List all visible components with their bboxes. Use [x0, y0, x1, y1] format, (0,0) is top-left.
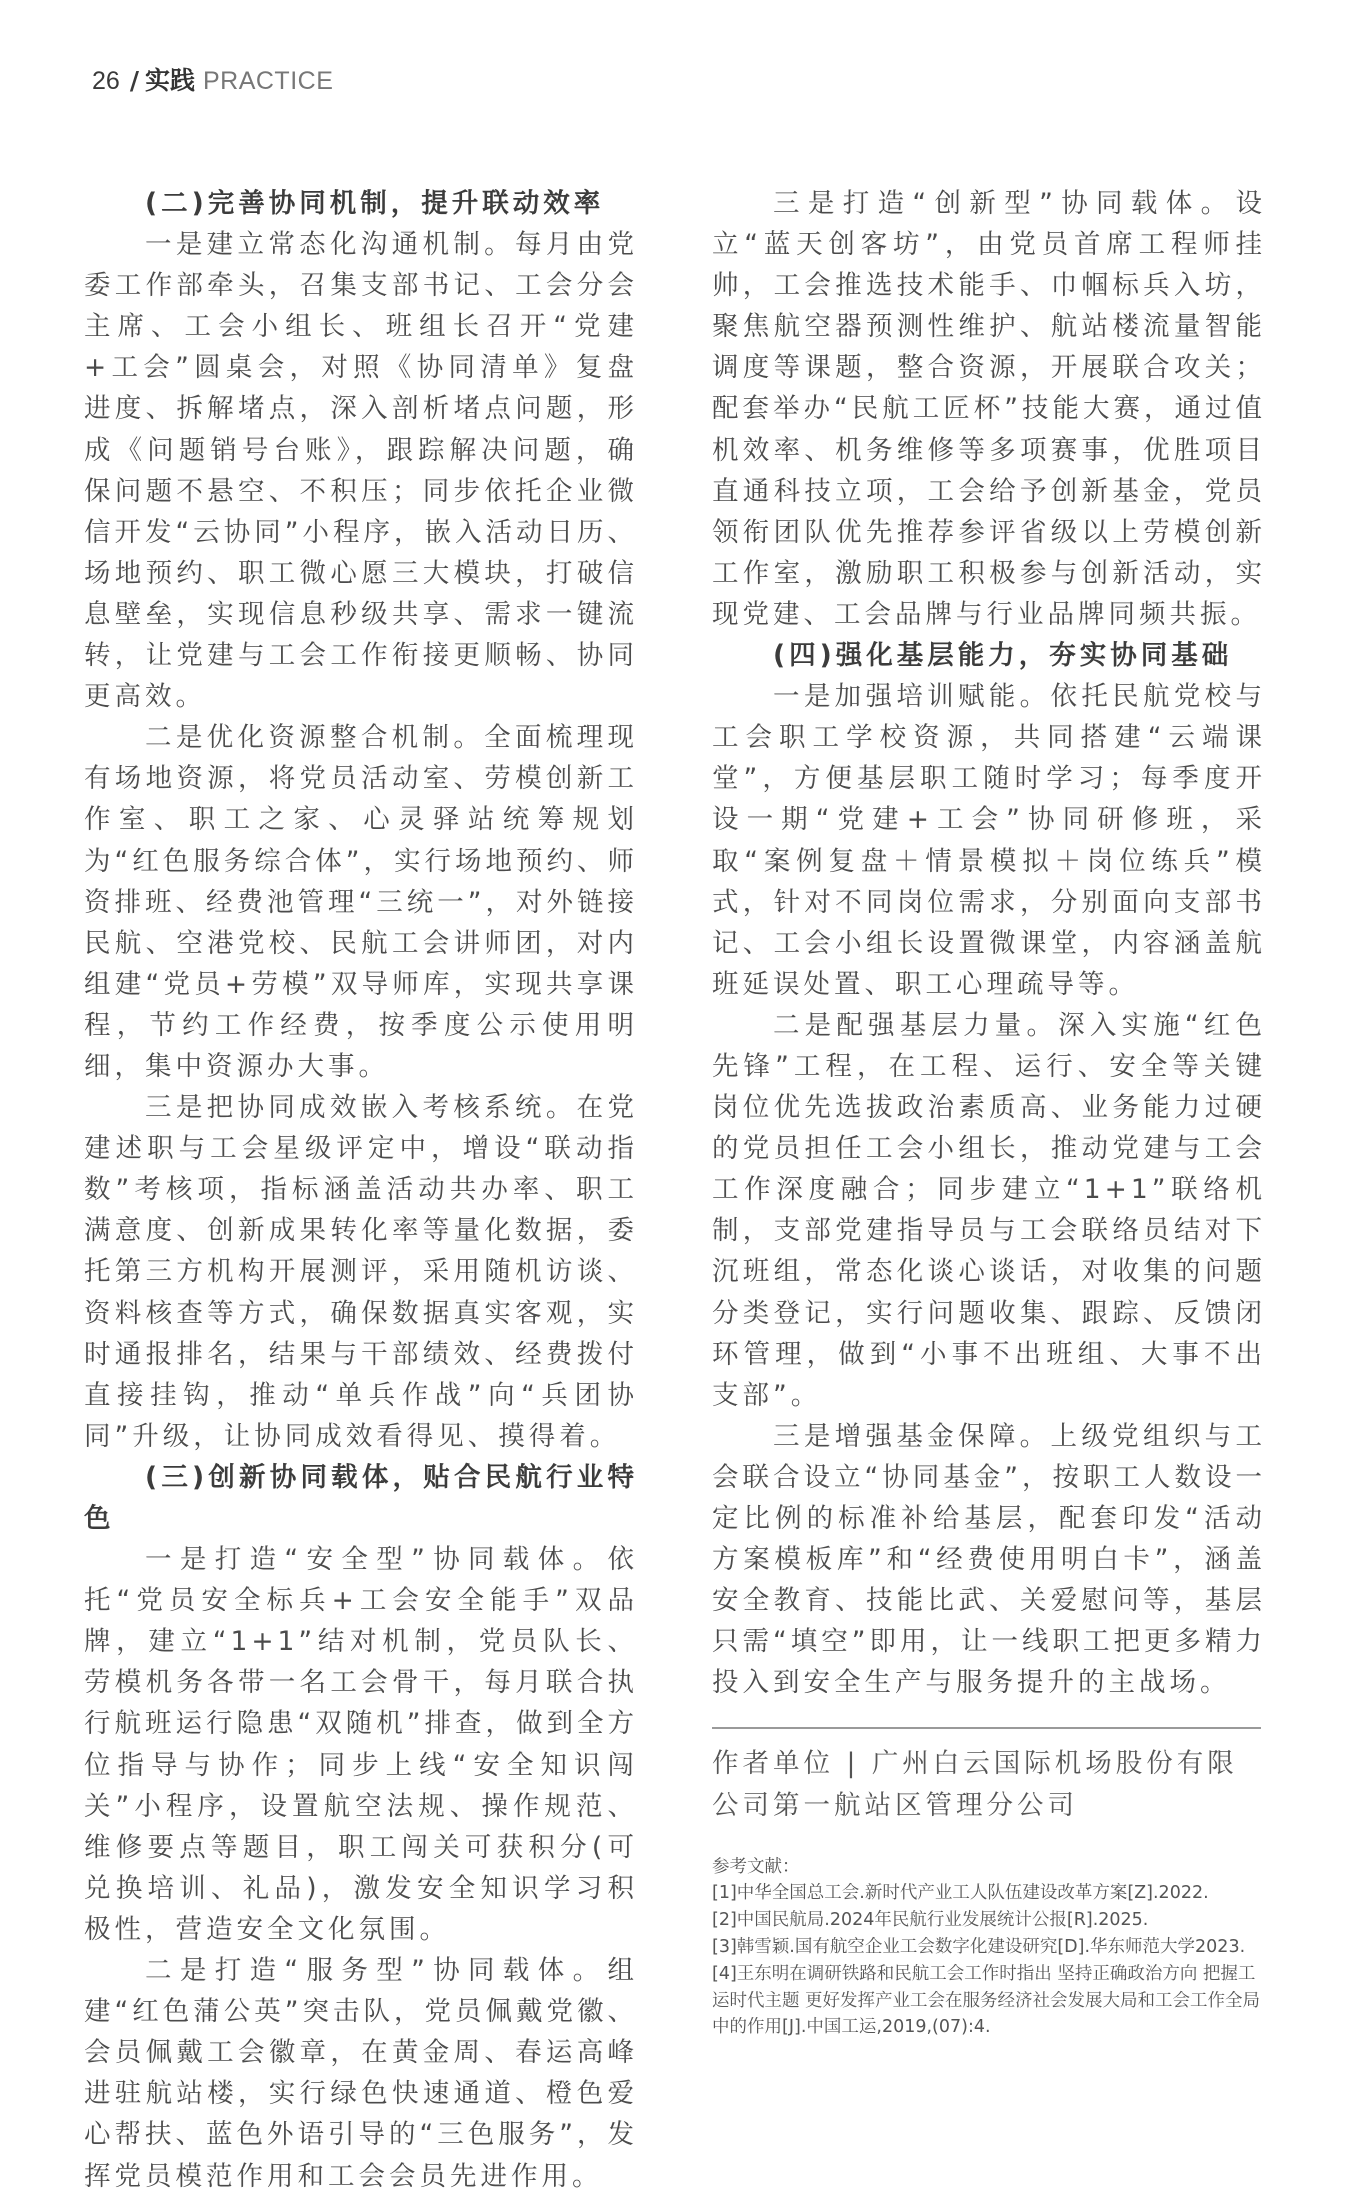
right-column-flow — [712, 183, 1266, 2041]
author-label: 作者单位 — [712, 1748, 834, 1780]
section-heading: (四)强化基层能力，夯实协同基础 — [773, 640, 1233, 672]
section-title-cn: 实践 — [144, 66, 195, 95]
divider — [712, 1727, 1261, 1729]
paragraph: 二是打造“服务型”协同载体。组建“红色蒲公英”突击队，党员佩戴党徽、会员佩戴工会徽章，在黄金周、春运高峰进驻航站楼，实行绿色快速通道、橙色爱心帮扶、蓝色外语引导的“三色服务”，发挥党员模范作用和工会会员先进作用。 — [84, 1955, 638, 2192]
author-value: 广州白云国际机场股份有限公司第一航站区管理分公司 — [712, 1748, 1238, 1821]
article-column-left — [84, 183, 638, 2197]
reference-item: [1]中华全国总工会.新时代产业工人队伍建设改革方案[Z].2022. — [712, 1883, 1209, 1904]
reference-item: [2]中国民航局.2024年民航行业发展统计公报[R].2025. — [712, 1910, 1149, 1931]
paragraph: 三是增强基金保障。上级党组织与工会联合设立“协同基金”，按职工人数设一定比例的标准补给基层，配套印发“活动方案模板库”和“经费使用明白卡”，涵盖安全教育、技能比武、关爱慰问等，基层只需“填空”即用，让一线职工把更多精力投入到安全生产与服务提升的主战场。 — [712, 1420, 1266, 1699]
section-heading: (三)创新协同载体，贴合民航行业特色 — [84, 1461, 638, 1534]
paragraph: 三是把协同成效嵌入考核系统。在党建述职与工会星级评定中，增设“联动指数”考核项，指标涵盖活动共办率、职工满意度、创新成果转化率等量化数据，委托第三方机构开展测评，采用随机访谈、资料核查等方式，确保数据真实客观，实时通报排名，结果与干部绩效、经费拨付直接挂钩，推动“单兵作战”向“兵团协同”升级，让协同成效看得见、摸得着。 — [84, 1092, 638, 1452]
section-title-en: PRACTICE — [202, 67, 334, 95]
references-title: 参考文献： — [712, 1856, 800, 1877]
author-affiliation — [712, 1743, 1266, 1825]
paragraph: 二是优化资源整合机制。全面梳理现有场地资源，将党员活动室、劳模创新工作室、职工之家、心灵驿站统筹规划为“红色服务综合体”，实行场地预约、师资排班、经费池管理“三统一”，对外链接民航、空港党校、民航工会讲师团，对内组建“党员+劳模”双导师库，实现共享课程，节约工作经费，按季度公示使用明细，集中资源办大事。 — [84, 722, 638, 1082]
paragraph: 一是建立常态化沟通机制。每月由党委工作部牵头，召集支部书记、工会分会主席、工会小组长、班组长召开“党建+工会”圆桌会，对照《协同清单》复盘进度、拆解堵点，深入剖析堵点问题，形成《问题销号台账》，跟踪解决问题，确保问题不悬空、不积压；同步依托企业微信开发“云协同”小程序，嵌入活动日历、场地预约、职工微心愿三大模块，打破信息壁垒，实现信息秒级共享、需求一键流转，让党建与工会工作衔接更顺畅、协同更高效。 — [84, 229, 638, 713]
header-separator: / — [129, 66, 139, 95]
reference-item: [4]王东明在调研铁路和民航工会工作时指出 坚持正确政治方向 把握工运时代主题 更好发挥产业工会在服务经济社会发展大局和工会工作全局中的作用[J].中国工运,2019,(07):4. — [712, 1963, 1261, 2038]
paragraph: 二是配强基层力量。深入实施“红色先锋”工程，在工程、运行、安全等关键岗位优先选拔政治素质高、业务能力过硬的党员担任工会小组长，推动党建与工会工作深度融合；同步建立“1+1”联络机制，支部党建指导员与工会联络员结对下沉班组，常态化谈心谈话，对收集的问题分类登记，实行问题收集、跟踪、反馈闭环管理，做到“小事不出班组、大事不出支部”。 — [712, 1009, 1266, 1411]
article-column-right — [712, 183, 1266, 1703]
paragraph: 一是加强培训赋能。依托民航党校与工会职工学校资源，共同搭建“云端课堂”，方便基层职工随时学习；每季度开设一期“党建+工会”协同研修班，采取“案例复盘＋情景模拟＋岗位练兵”模式，针对不同岗位需求，分别面向支部书记、工会小组长设置微课堂，内容涵盖航班延误处置、职工心理疏导等。 — [712, 681, 1266, 1000]
page-header — [92, 64, 333, 98]
references — [712, 1854, 1264, 2042]
author-separator: | — [846, 1748, 860, 1780]
paragraph: 三是打造“创新型”协同载体。设立“蓝天创客坊”，由党员首席工程师挂帅，工会推选技术能手、巾帼标兵入坊，聚焦航空器预测性维护、航站楼流量智能调度等课题，整合资源，开展联合攻关；配套举办“民航工匠杯”技能大赛，通过值机效率、机务维修等多项赛事，优胜项目直通科技立项，工会给予创新基金，党员领衔团队优先推荐参评省级以上劳模创新工作室，激励职工积极参与创新活动，实现党建、工会品牌与行业品牌同频共振。 — [712, 188, 1266, 630]
reference-item: [3]韩雪颖.国有航空企业工会数字化建设研究[D].华东师范大学2023. — [712, 1937, 1246, 1958]
page-number: 26 — [92, 67, 120, 95]
paragraph: 一是打造“安全型”协同载体。依托“党员安全标兵+工会安全能手”双品牌，建立“1+1”结对机制，党员队长、劳模机务各带一名工会骨干，每月联合执行航班运行隐患“双随机”排查，做到全方位指导与协作；同步上线“安全知识闯关”小程序，设置航空法规、操作规范、维修要点等题目，职工闯关可获积分(可兑换培训、礼品)，激发安全知识学习积极性，营造安全文化氛围。 — [84, 1544, 638, 1945]
section-heading: (二)完善协同机制，提升联动效率 — [145, 188, 605, 219]
